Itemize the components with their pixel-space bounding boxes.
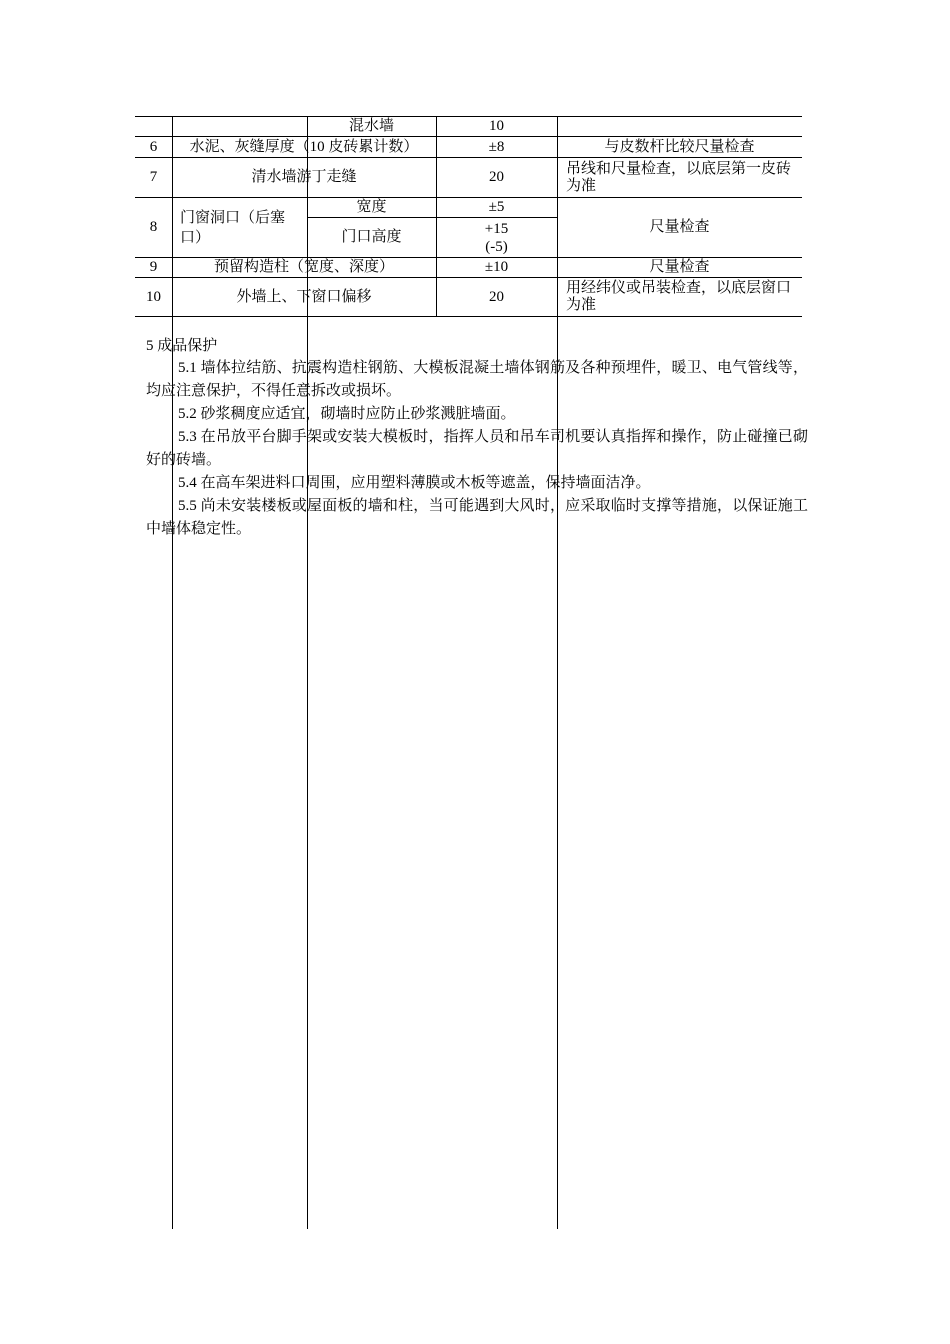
table-row-r10-no: 10 xyxy=(146,288,161,305)
table-row-r7-value: 20 xyxy=(489,169,504,185)
table-row-r7-item: 清水墙游丁走缝 xyxy=(251,169,357,185)
table-row-r9-method: 尺量检查 xyxy=(649,259,710,275)
paragraph-5-3: 5.3 在吊放平台脚手架或安装大模板时，指挥人员和吊车司机要认真指挥和操作，防止碰撞已砌好的砖墙。 xyxy=(146,429,808,468)
table-row-r9-item: 预留构造柱（宽度、深度） xyxy=(213,259,394,275)
table-row-r8-item: 门窗洞口（后塞口） xyxy=(180,209,286,246)
table-row-r9-no: 9 xyxy=(149,259,158,275)
table-row-r6-no: 6 xyxy=(149,139,158,155)
table-row-r7-no: 7 xyxy=(149,169,158,185)
table-row-r6-item: 水泥、灰缝厚度（10 皮砖累计数） xyxy=(189,139,419,155)
table-row-r8-method: 尺量检查 xyxy=(649,219,710,235)
table-row-r8-sub-width-value: ±5 xyxy=(488,199,505,215)
paragraph-5-2: 5.2 砂浆稠度应适宜，砌墙时应防止砂浆溅脏墙面。 xyxy=(178,406,516,422)
table-row-r7-method: 吊线和尺量检查，以底层第一皮砖为准 xyxy=(566,160,792,194)
table-row-r8-sub-height: 门口高度 xyxy=(341,229,402,245)
table-row-r8-no: 8 xyxy=(149,219,158,235)
table-row-r6-method: 与皮数杆比较尺量检查 xyxy=(604,139,755,155)
section-heading: 5 成品保护 xyxy=(146,338,218,354)
paragraph-5-5: 5.5 尚未安装楼板或屋面板的墙和柱，当可能遇到大风时，应采取临时支撑等措施，以保证施工中墙体稳定性。 xyxy=(146,498,808,537)
paragraph-5-4: 5.4 在高车架进料口周围，应用塑料薄膜或木板等遮盖，保持墙面洁净。 xyxy=(178,475,651,491)
table-row-r10-method: 用经纬仪或吊装检查，以底层窗口为准 xyxy=(566,280,792,313)
table-row-r5-sub: 混水墙 xyxy=(348,118,394,134)
table-row-r8-sub-width: 宽度 xyxy=(356,199,387,215)
table-row-r8-sub-height-value: +15 (-5) xyxy=(484,220,509,255)
table-row-r10-value: 20 xyxy=(489,288,504,305)
table-row-r10-item: 外墙上、下窗口偏移 xyxy=(236,288,372,305)
paragraph-5-1: 5.1 墙体拉结筋、抗震构造柱钢筋、大模板混凝土墙体钢筋及各种预埋件，暖卫、电气管线等，均应注意保护，不得任意拆改或损坏。 xyxy=(146,360,808,399)
table-row-r5-value: 10 xyxy=(489,118,504,134)
table-row-r6-value: ±8 xyxy=(488,139,505,155)
table-row-r9-value: ±10 xyxy=(484,259,509,275)
